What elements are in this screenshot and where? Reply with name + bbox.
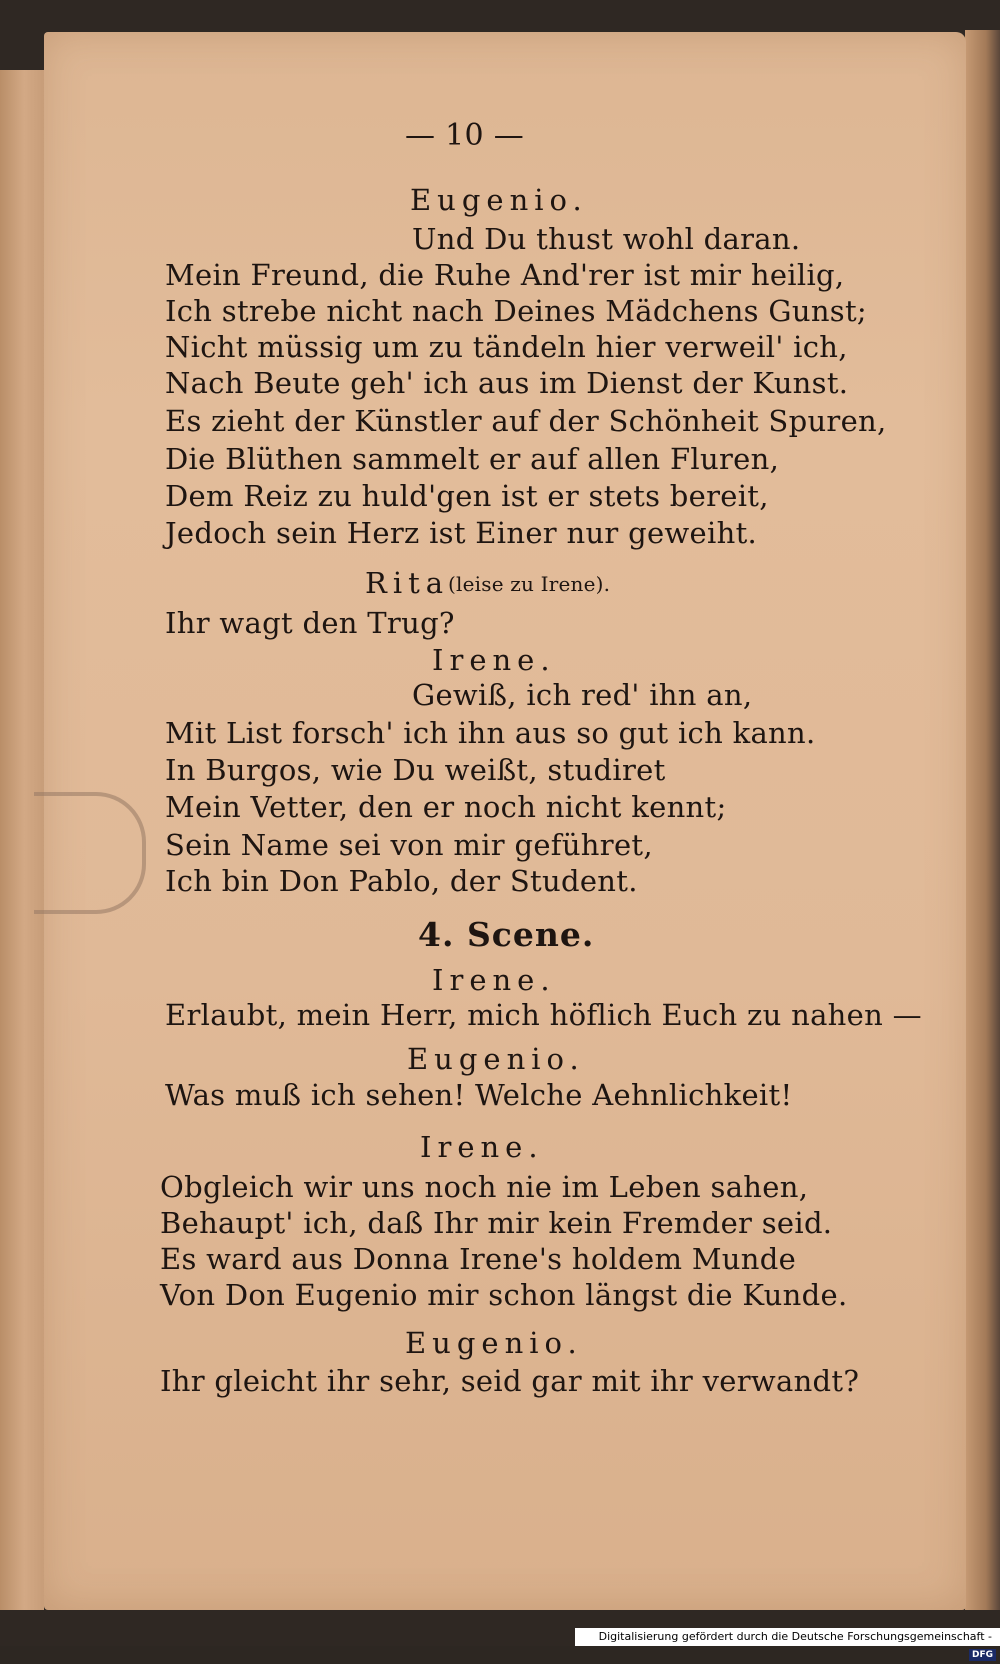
verse-line: Nach Beute geh' ich aus im Dienst der Kunst. [165, 366, 849, 400]
footer-text: Digitalisierung gefördert durch die Deutsche Forschungsgemeinschaft - [598, 1630, 992, 1643]
verse-line: Obgleich wir uns noch nie im Leben sahen, [160, 1170, 809, 1204]
verse-line: Die Blüthen sammelt er auf allen Fluren, [165, 442, 780, 476]
speaker-label: Rita [365, 566, 450, 600]
verse-line: Ich strebe nicht nach Deines Mädchens Gunst; [165, 294, 868, 328]
verse-line: Ihr wagt den Trug? [165, 606, 455, 640]
paper-clip-icon [34, 792, 146, 914]
scene-heading: 4. Scene. [418, 915, 595, 954]
verse-line: Behaupt' ich, daß Ihr mir kein Fremder seid. [160, 1206, 833, 1240]
verse-line: Es ward aus Donna Irene's holdem Munde [160, 1242, 797, 1276]
speaker-label: Irene. [420, 1130, 544, 1164]
verse-line: Mit List forsch' ich ihn aus so gut ich kann. [165, 716, 816, 750]
page-number: — 10 — [405, 118, 525, 153]
speaker-label: Eugenio. [410, 183, 588, 217]
stage-direction: (leise zu Irene). [448, 572, 611, 596]
verse-line: Dem Reiz zu huld'gen ist er stets bereit, [165, 479, 769, 513]
verse-line: Gewiß, ich red' ihn an, [412, 678, 753, 712]
verse-line: Jedoch sein Herz ist Einer nur geweiht. [165, 516, 758, 550]
verse-line: Ich bin Don Pablo, der Student. [165, 864, 638, 898]
speaker-label: Eugenio. [405, 1326, 583, 1360]
speaker-label: Irene. [432, 643, 556, 677]
verse-line: Was muß ich sehen! Welche Aehnlichkeit! [165, 1078, 793, 1112]
speaker-label: Eugenio. [407, 1042, 585, 1076]
right-page-stack [965, 30, 1000, 1610]
verse-line: Nicht müssig um zu tändeln hier verweil' ich, [165, 330, 848, 364]
verse-line: Und Du thust wohl daran. [412, 222, 801, 256]
verse-line: In Burgos, wie Du weißt, studiret [165, 753, 666, 787]
verse-line: Sein Name sei von mir geführet, [165, 828, 653, 862]
digitization-credit [575, 1628, 1000, 1660]
verse-line: Mein Vetter, den er noch nicht kennt; [165, 790, 727, 824]
verse-line: Mein Freund, die Ruhe And'rer ist mir heilig, [165, 258, 845, 292]
dfg-logo: DFG [969, 1649, 996, 1661]
verse-line: Es zieht der Künstler auf der Schönheit Spuren, [165, 404, 887, 438]
verse-line: Von Don Eugenio mir schon längst die Kunde. [160, 1278, 848, 1312]
verse-line: Erlaubt, mein Herr, mich höflich Euch zu nahen — [165, 998, 922, 1032]
speaker-label: Irene. [432, 963, 556, 997]
verse-line: Ihr gleicht ihr sehr, seid gar mit ihr verwandt? [160, 1364, 860, 1398]
